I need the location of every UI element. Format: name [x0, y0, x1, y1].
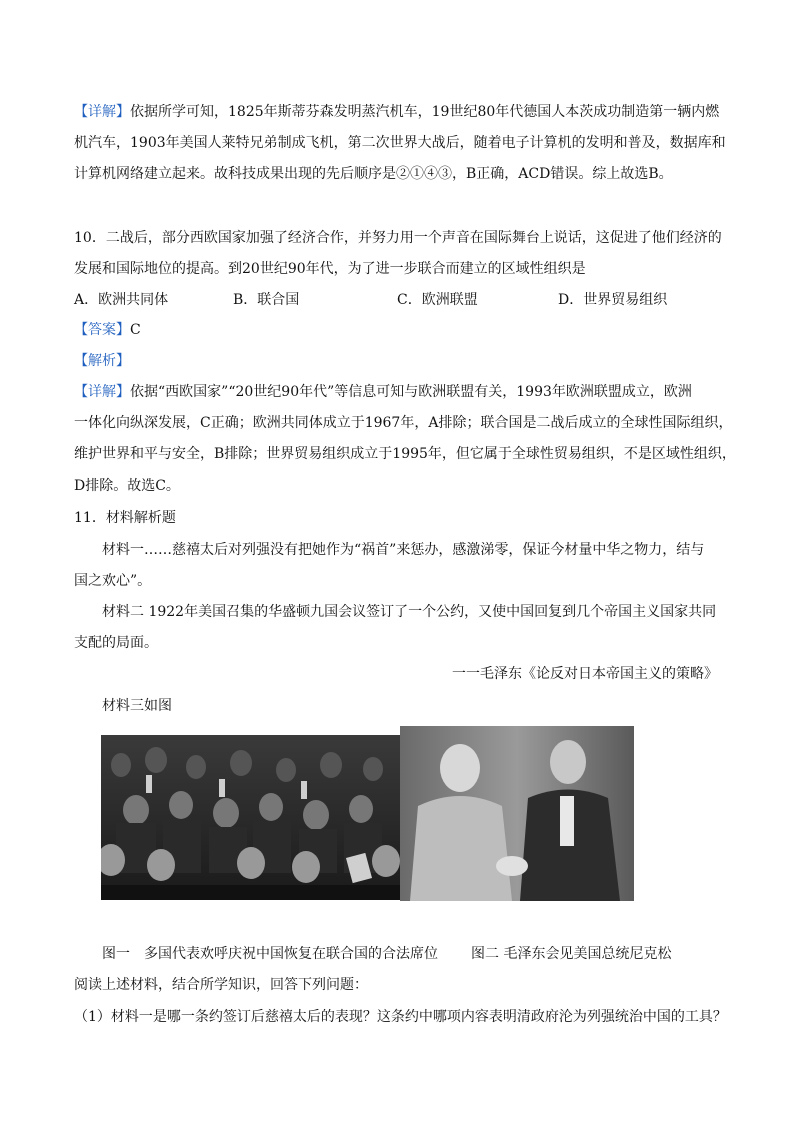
q10-option-a: A．欧洲共同体 — [74, 292, 169, 308]
q10-answer: C — [130, 322, 141, 338]
q10-detail-line3: 维护世界和平与安全，B排除；世界贸易组织成立于1995年，但它属于全球性贸易组织，不是区域性组织， — [74, 446, 736, 462]
q11-material3-label: 材料三如图 — [102, 698, 172, 714]
q10-detail-line4: D排除。故选C。 — [74, 478, 180, 494]
q10-detail-line2: 一体化向纵深发展，C正确；欧洲共同体成立于1967年，A排除；联合国是二战后成立的全球性国际组织， — [74, 415, 733, 431]
q10-option-c: C．欧洲联盟 — [397, 292, 478, 308]
q11-subquestion-1: （1）材料一是哪一条约签订后慈禧太后的表现？这条约中哪项内容表明清政府沦为列强统治中国的工具？ — [74, 1009, 727, 1025]
q9-detail-line1 — [74, 102, 719, 122]
q10-answer-tag: 【答案】 — [74, 322, 130, 338]
figure1-caption: 图一 多国代表欢呼庆祝中国恢复在联合国的合法席位 — [102, 946, 438, 962]
q11-instruction: 阅读上述材料，结合所学知识，回答下列问题： — [74, 977, 368, 993]
q9-detail-line2: 机汽车，1903年美国人莱特兄弟制成飞机，第二次世界大战后，随着电子计算机的发明和普及，数据库和 — [74, 135, 726, 151]
q10-option-d: D．世界贸易组织 — [558, 292, 668, 308]
q11-material2-source: 一一毛泽东《论反对日本帝国主义的策略》 — [452, 666, 718, 682]
q10-stem-line1: 10．二战后，部分西欧国家加强了经济合作，并努力用一个声音在国际舞台上说话，这促进了他们经济的 — [74, 230, 722, 246]
figure2-photo-mao-nixon — [400, 726, 634, 901]
q9-detail-text1: 依据所学可知，1825年斯蒂芬森发明蒸汽机车，19世纪80年代德国人本茨成功制造第一辆内燃 — [130, 104, 720, 120]
figure1-photo-un-assembly — [101, 735, 400, 900]
figure2-caption: 图二 毛泽东会见美国总统尼克松 — [471, 946, 672, 962]
q10-option-b: B．联合国 — [233, 292, 300, 308]
q11-material1-line1: 材料一……慈禧太后对列强没有把她作为“祸首”来惩办，感激涕零，保证今材量中华之物力，结与 — [102, 542, 705, 558]
q10-analysis-tag: 【解析】 — [74, 353, 130, 369]
q11-material2-line2: 支配的局面。 — [74, 635, 158, 651]
q11-material2-line1: 材料二 1922年美国召集的华盛顿九国会议签订了一个公约，又使中国回复到几个帝国主义国家共同 — [102, 604, 717, 620]
q10-stem-line2: 发展和国际地位的提高。到20世纪90年代，为了进一步联合而建立的区域性组织是 — [74, 261, 586, 277]
q10-detail-tag: 【详解】 — [74, 384, 130, 400]
q9-detail-tag: 【详解】 — [74, 104, 130, 120]
q11-title: 11．材料解析题 — [74, 510, 176, 526]
q10-answer-line — [74, 320, 141, 340]
q10-detail-line1 — [74, 382, 692, 402]
q10-detail-text1: 依据“西欧国家”“20世纪90年代”等信息可知与欧洲联盟有关，1993年欧洲联盟成立，欧洲 — [130, 384, 692, 400]
q9-detail-line3: 计算机网络建立起来。故科技成果出现的先后顺序是②①④③，B正确，ACD错误。综上故选B。 — [74, 166, 673, 182]
q11-material1-line2: 国之欢心”。 — [74, 573, 152, 589]
